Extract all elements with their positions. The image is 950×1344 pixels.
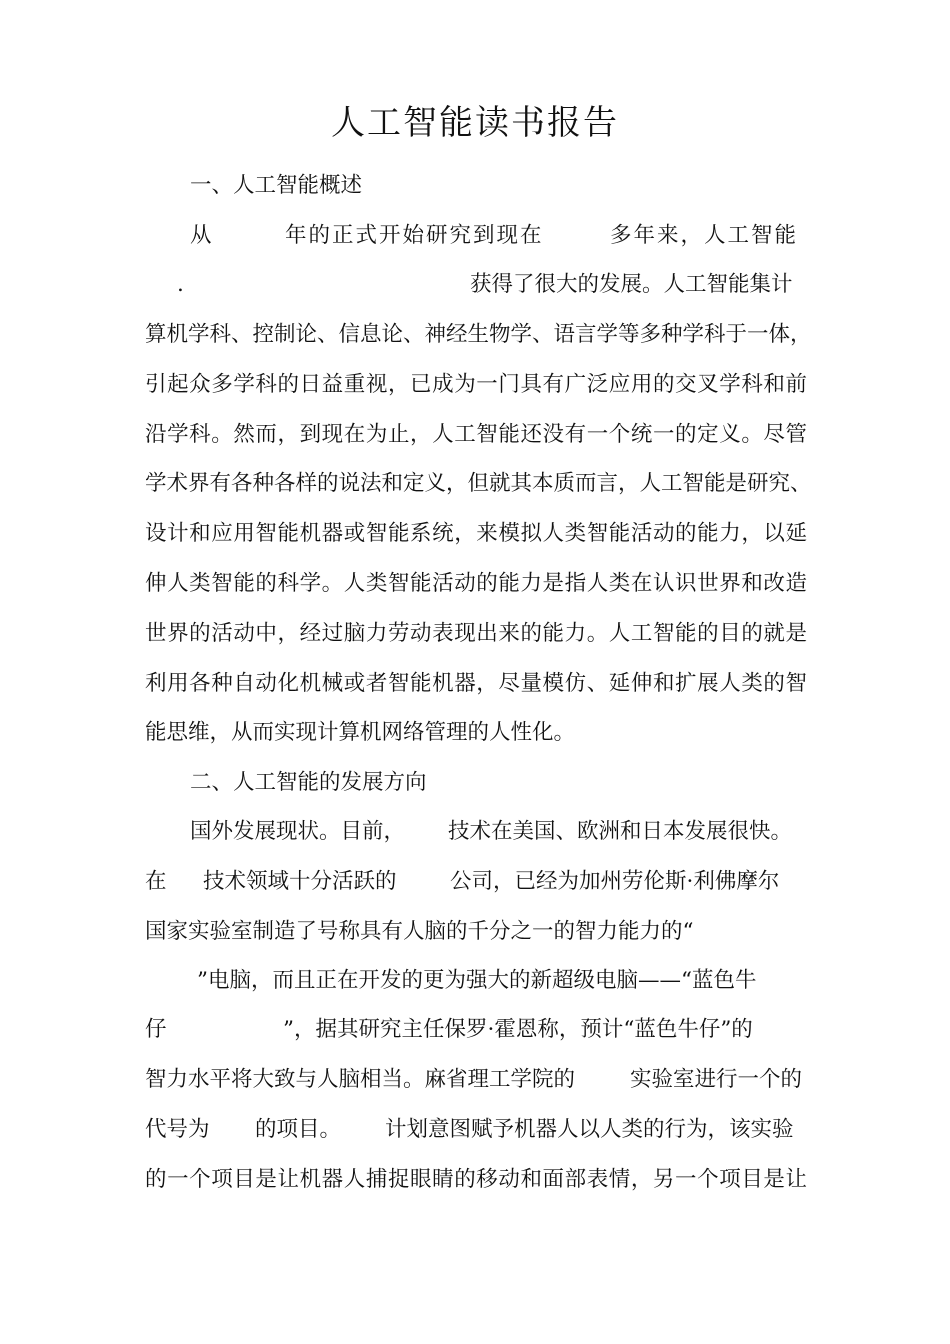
paragraph-line: 能思维，从而实现计算机网络管理的人性化。 xyxy=(145,720,576,745)
paragraph-line xyxy=(145,216,807,256)
paragraph-line: 世界的活动中，经过脑力劳动表现出来的能力。人工智能的目的就是 xyxy=(145,621,807,646)
text-fragment: 年的正式开始研究到现在 xyxy=(285,223,544,248)
section-heading-overview: 一、人工智能概述 xyxy=(190,173,363,198)
paragraph-line: 的一个项目是让机器人捕捉眼睛的移动和面部表情，另一个项目是让 xyxy=(145,1167,807,1192)
text-fragment: ”，据其研究主任保罗·霍恩称，预计“蓝色牛仔”的 xyxy=(283,1017,753,1042)
paragraph-line xyxy=(145,1110,807,1150)
paragraph-line xyxy=(145,862,807,902)
text-fragment: 在 xyxy=(145,869,167,894)
section-heading-direction: 二、人工智能的发展方向 xyxy=(190,770,427,795)
paragraph-line: 引起众多学科的日益重视，已成为一门具有广泛应用的交叉学科和前 xyxy=(145,372,807,397)
paragraph-line: 伸人类智能的科学。人类智能活动的能力是指人类在认识世界和改造 xyxy=(145,571,807,596)
text-fragment: 多年来，人工智能 xyxy=(610,223,799,248)
paragraph-line: 算机学科、控制论、信息论、神经生物学、语言学等多种学科于一体， xyxy=(145,322,812,347)
text-fragment: 从 xyxy=(190,223,212,248)
paragraph-line xyxy=(145,265,807,305)
text-fragment: 智力水平将大致与人脑相当。麻省理工学院的 xyxy=(145,1067,576,1092)
paragraph-line xyxy=(145,1010,807,1050)
paragraph-line: 设计和应用智能机器或智能系统，来模拟人类智能活动的能力，以延 xyxy=(145,521,807,546)
document-title: 人工智能读书报告 xyxy=(331,103,619,143)
text-fragment: 的项目。 xyxy=(255,1117,342,1142)
paragraph-line: 国家实验室制造了号称具有人脑的千分之一的智力能力的“ xyxy=(145,919,694,944)
text-fragment: . xyxy=(177,272,184,297)
paragraph-line: 利用各种自动化机械或者智能机器，尽量模仿、延伸和扩展人类的智 xyxy=(145,671,807,696)
paragraph-line: 沿学科。然而，到现在为止，人工智能还没有一个统一的定义。尽管 xyxy=(145,422,807,447)
text-fragment: 仔 xyxy=(145,1017,167,1042)
text-fragment: 国外发展现状。目前， xyxy=(190,819,406,844)
text-fragment: 实验室进行一个的 xyxy=(630,1067,803,1092)
paragraph-line: 学术界有各种各样的说法和定义，但就其本质而言，人工智能是研究、 xyxy=(145,471,812,496)
paragraph-line xyxy=(145,812,807,852)
text-fragment: 公司，已经为加州劳伦斯·利佛摩尔 xyxy=(450,869,780,894)
text-fragment: 获得了很大的发展。人工智能集计 xyxy=(470,272,793,297)
paragraph-line xyxy=(145,961,807,1001)
paragraph-line xyxy=(145,1060,807,1100)
text-fragment: 代号为 xyxy=(145,1117,210,1142)
text-fragment: 计划意图赋予机器人以人类的行为，该实验 xyxy=(385,1117,794,1142)
text-fragment: 技术领域十分活跃的 xyxy=(203,869,397,894)
text-fragment: ”电脑，而且正在开发的更为强大的新超级电脑——“蓝色牛 xyxy=(197,968,757,993)
text-fragment: 技术在美国、欧洲和日本发展很快。 xyxy=(448,819,793,844)
